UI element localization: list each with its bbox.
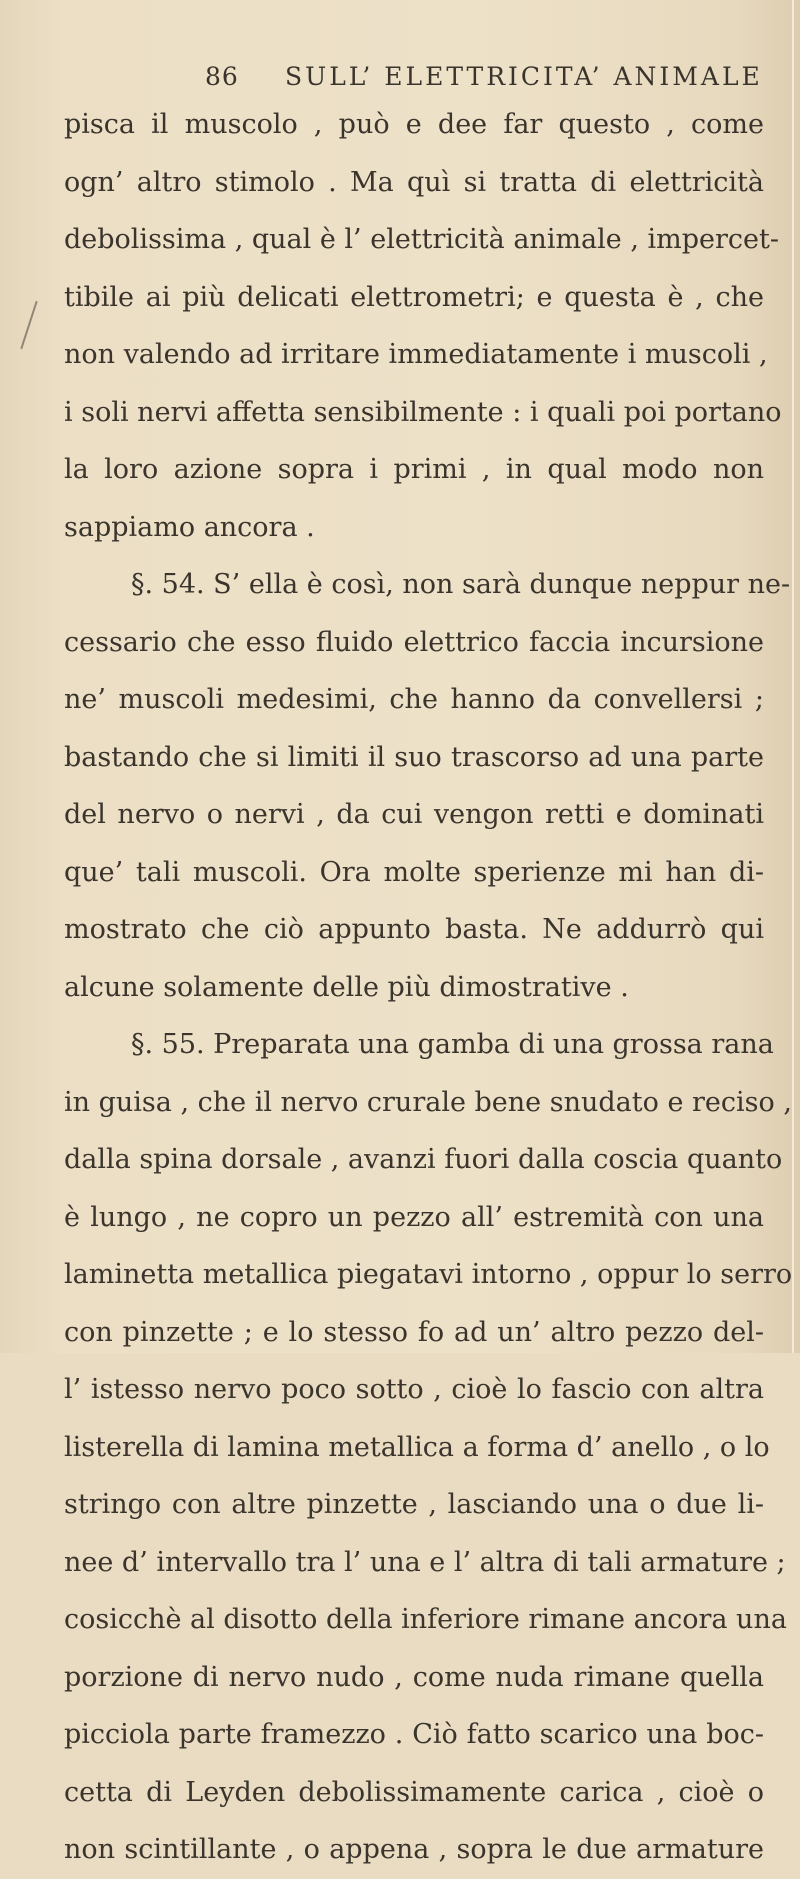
text-line: i soli nervi affetta sensibilmente : i quali poi portano (64, 396, 782, 428)
text-line: del nervo o nervi , da cui vengon retti e dominati (64, 799, 764, 830)
text-line: que’ tali muscoli. Ora molte sperienze mi han di- (64, 856, 764, 888)
text-line: la loro azione sopra i primi , in qual modo non (64, 454, 764, 485)
text-line: listerella di lamina metallica a forma d’ anello , o lo (64, 1431, 770, 1463)
text-line: non scintillante , o appena , sopra le due armature (64, 1834, 764, 1865)
text-line: sappiamo ancora . (64, 511, 315, 543)
text-line: dalla spina dorsale , avanzi fuori dalla coscia quanto (64, 1144, 783, 1175)
section-54-start: §. 54. S’ ella è così, non sarà dunque neppur ne- (131, 569, 791, 600)
page-number: 86 (205, 62, 239, 91)
text-line: tibile ai più delicati elettrometri; e questa è , che (64, 281, 764, 313)
text-line: cetta di Leyden debolissimamente carica , cioè o (64, 1776, 764, 1808)
text-line: cessario che esso fluido elettrico faccia incursione (64, 626, 764, 658)
text-line: laminetta metallica piegatavi intorno , oppur lo serro (64, 1259, 793, 1290)
text-line: nee d’ intervallo tra l’ una e l’ altra di tali armature ; (64, 1546, 786, 1578)
text-line: stringo con altre pinzette , lasciando una o due li- (64, 1489, 764, 1520)
text-line: debolissima , qual è l’ elettricità animale , impercet- (64, 224, 779, 255)
text-line: mostrato che ciò appunto basta. Ne addurrò qui (64, 914, 764, 945)
text-line: bastando che si limiti il suo trascorso ad una parte (64, 741, 764, 773)
text-line: porzione di nervo nudo , come nuda rimane quella (64, 1661, 764, 1693)
section-55-start: §. 55. Preparata una gamba di una grossa rana (131, 1029, 774, 1060)
text-line: non valendo ad irritare immediatamente i muscoli , (64, 339, 768, 370)
text-line: ne’ muscoli medesimi, che hanno da convellersi ; (64, 684, 764, 715)
text-line: pisca il muscolo , può e dee far questo , come (64, 109, 764, 140)
text-line: è lungo , ne copro un pezzo all’ estremità con una (64, 1201, 764, 1233)
text-line: in guisa , che il nervo crurale bene snudato e reciso , (64, 1086, 792, 1118)
text-line: cosicchè al disotto della inferiore rimane ancora una (64, 1604, 787, 1635)
body-text (64, 96, 793, 1879)
page-edge (792, 0, 794, 1353)
running-title: SULL’ ELETTRICITA’ ANIMALE (285, 62, 763, 91)
margin-pencil-mark (20, 301, 37, 349)
text-line: picciola parte framezzo . Ciò fatto scarico una boc- (64, 1719, 764, 1750)
text-line: ogn’ altro stimolo . Ma quì si tratta di elettricità (64, 166, 764, 198)
text-line: con pinzette ; e lo stesso fo ad un’ altro pezzo del- (64, 1316, 764, 1348)
text-line: l’ istesso nervo poco sotto , cioè lo fascio con altra (64, 1374, 764, 1405)
text-line: alcune solamente delle più dimostrative . (64, 971, 629, 1003)
